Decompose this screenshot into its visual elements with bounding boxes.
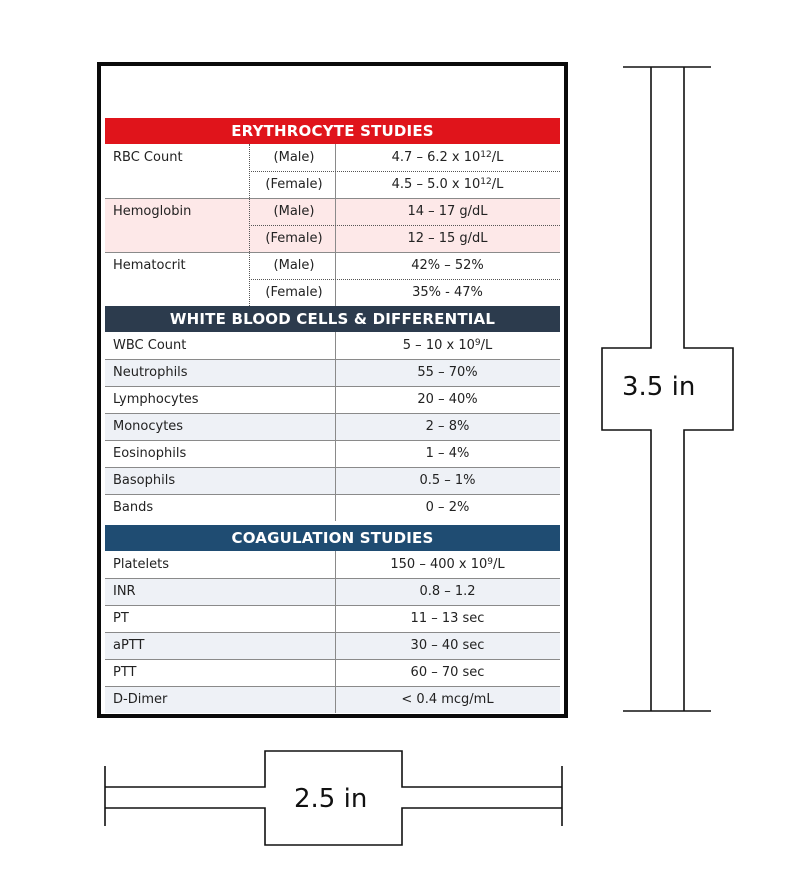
hematocrit-male-value: 42% – 52% <box>411 258 484 273</box>
row-value: 2 – 8% <box>425 419 470 434</box>
width-label: 2.5 in <box>294 784 368 814</box>
row-name: Neutrophils <box>113 365 188 380</box>
row-value: 30 – 40 sec <box>410 638 485 653</box>
row-value: 1 – 4% <box>425 446 470 461</box>
hemoglobin-name: Hemoglobin <box>113 204 192 219</box>
row-name: PTT <box>113 665 137 680</box>
rbc-name: RBC Count <box>113 150 183 165</box>
row-value: 20 – 40% <box>417 392 478 407</box>
erythrocyte-header: ERYTHROCYTE STUDIES <box>105 118 560 144</box>
row-value: 11 – 13 sec <box>410 611 485 626</box>
row-name: Basophils <box>113 473 176 488</box>
rbc-male-value: 4.7 – 6.2 x 10 $^{12}$ /L <box>391 149 504 165</box>
wbc-header: WHITE BLOOD CELLS & DIFFERENTIAL <box>105 306 560 332</box>
row-name: INR <box>113 584 136 599</box>
row-value: 60 – 70 sec <box>410 665 485 680</box>
rbc-male-label: (Male) <box>273 150 315 165</box>
platelets-name: Platelets <box>113 557 169 572</box>
hematocrit-name: Hematocrit <box>113 258 186 273</box>
coagulation-header: COAGULATION STUDIES <box>105 525 560 551</box>
row-name: Bands <box>113 500 154 515</box>
row-value: 0.5 – 1% <box>419 473 476 488</box>
row-name: D-Dimer <box>113 692 168 707</box>
hemoglobin-female-value: 12 – 15 g/dL <box>407 231 488 246</box>
wbc-count-name: WBC Count <box>113 338 187 353</box>
row-name: Monocytes <box>113 419 184 434</box>
hemoglobin-male-label: (Male) <box>273 204 315 219</box>
rbc-female-value: 4.5 – 5.0 x 10 $^{12}$ /L <box>391 176 504 192</box>
row-name: PT <box>113 611 129 626</box>
row-value: < 0.4 mcg/mL <box>401 692 494 707</box>
hemoglobin-male-value: 14 – 17 g/dL <box>407 204 488 219</box>
row-value: 55 – 70% <box>417 365 478 380</box>
row-name: Eosinophils <box>113 446 187 461</box>
height-label: 3.5 in <box>622 372 696 402</box>
hematocrit-female-label: (Female) <box>265 285 323 300</box>
row-name: Lymphocytes <box>113 392 199 407</box>
hemoglobin-female-label: (Female) <box>265 231 323 246</box>
row-name: aPTT <box>113 638 145 653</box>
row-value: 0 – 2% <box>425 500 470 515</box>
platelets-value: 150 – 400 x 10 $^9$ /L <box>390 556 505 572</box>
wbc-count-value: 5 – 10 x 10 $^9$ /L <box>402 337 493 353</box>
row-value: 0.8 – 1.2 <box>419 584 476 599</box>
rbc-female-label: (Female) <box>265 177 323 192</box>
hematocrit-male-label: (Male) <box>273 258 315 273</box>
hematocrit-female-value: 35% - 47% <box>412 285 483 300</box>
